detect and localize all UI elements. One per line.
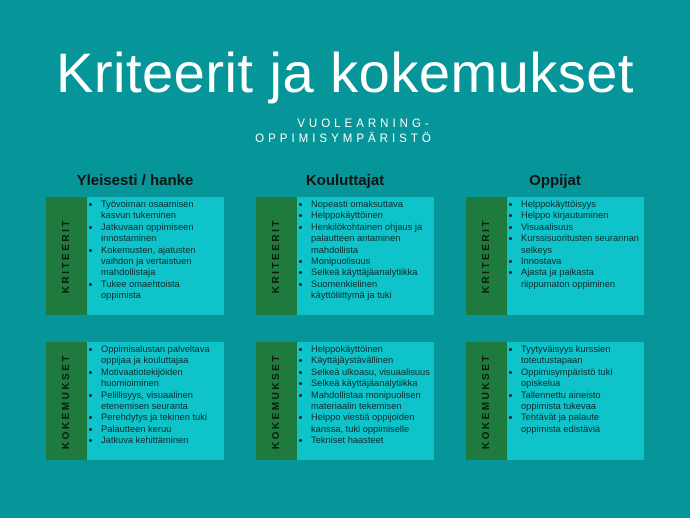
list-item: • Tallennettu aineisto oppimista tukevaa xyxy=(521,390,641,413)
list-item: • Selkeä käyttäjäanalytiikka xyxy=(311,378,431,389)
list-item: • Oppimisympäristö tuki opiskelua xyxy=(521,367,641,390)
list-item: • Monipuolisuus xyxy=(311,256,431,267)
experiences-side-label xyxy=(256,342,297,460)
criteria-label: KRITEERIT xyxy=(271,218,282,294)
experiences-card-learners xyxy=(466,342,644,460)
criteria-card-learners xyxy=(466,197,644,315)
subtitle-line-2: OPPIMISYMPÄRISTÖ xyxy=(255,133,435,145)
experiences-side-label xyxy=(46,342,87,460)
experiences-label: KOKEMUKSET xyxy=(481,352,492,450)
criteria-label: KRITEERIT xyxy=(61,218,72,294)
list-item: • Perehdytys ja tekinen tuki xyxy=(101,412,221,423)
criteria-card-trainers xyxy=(256,197,434,315)
list-item: • Henkilökohtainen ohjaus ja palautteen antaminen mahdollista xyxy=(311,222,431,256)
criteria-list xyxy=(299,199,431,302)
list-item: • Jatkuva kehittäminen xyxy=(101,435,221,446)
list-item: • Oppimisalustan palveltava oppijaa ja kouluttajaa xyxy=(101,344,221,367)
list-item: • Helppokäyttöinen xyxy=(311,210,431,221)
experiences-list xyxy=(509,344,641,435)
column-heading-trainers: Kouluttajat xyxy=(305,172,385,189)
criteria-side-label xyxy=(46,197,87,315)
list-item: • Palautteen keruu xyxy=(101,424,221,435)
list-item: • Kurssisuoritusten seurannan selkeys xyxy=(521,233,641,256)
criteria-card-general xyxy=(46,197,224,315)
list-item: • Tekniset haasteet xyxy=(311,435,431,446)
experiences-card-general xyxy=(46,342,224,460)
criteria-side-label xyxy=(466,197,507,315)
list-item: • Tehtävät ja palaute oppimista edistäviä xyxy=(521,412,641,435)
subtitle-line-1: VUOLEARNING- xyxy=(297,118,433,130)
criteria-label: KRITEERIT xyxy=(481,218,492,294)
page-title: Kriteerit ja kokemukset xyxy=(56,41,634,104)
list-item: • Nopeasti omaksuttava xyxy=(311,199,431,210)
experiences-card-trainers xyxy=(256,342,434,460)
list-item: • Jatkuvaan oppimiseen innostaminen xyxy=(101,222,221,245)
column-heading-learners: Oppijat xyxy=(529,172,581,189)
experiences-side-label xyxy=(466,342,507,460)
list-item: • Visuaalisuus xyxy=(521,222,641,233)
list-item: • Helppokäyttöinen xyxy=(311,344,431,355)
list-item: • Innostava xyxy=(521,256,641,267)
experiences-list xyxy=(299,344,431,447)
list-item: • Kokemusten, ajatusten vaihdon ja vertaistuen mahdollistaja xyxy=(101,245,221,279)
list-item: • Käyttäjäystävällinen xyxy=(311,355,431,366)
column-heading-general: Yleisesti / hanke xyxy=(76,172,194,189)
list-item: • Motivaatiotekijöiden huomioiminen xyxy=(101,367,221,390)
list-item: • Suomenkielinen käyttöliittymä ja tuki xyxy=(311,279,431,302)
criteria-list xyxy=(89,199,221,302)
experiences-label: KOKEMUKSET xyxy=(271,352,282,450)
list-item: • Helppo kirjautuminen xyxy=(521,210,641,221)
experiences-label: KOKEMUKSET xyxy=(61,352,72,450)
experiences-list xyxy=(89,344,221,447)
list-item: • Helppo viestiä oppijoiden kanssa, tuki oppimiselle xyxy=(311,412,431,435)
criteria-list xyxy=(509,199,641,290)
list-item: • Selkeä ulkoasu, visuaalisuus xyxy=(311,367,431,378)
list-item: • Tukee omaehtoista oppimista xyxy=(101,279,221,302)
list-item: • Mahdollistaa monipuolisen materiaalin tekemisen xyxy=(311,390,431,413)
list-item: • Työvoiman osaamisen kasvun tukeminen xyxy=(101,199,221,222)
list-item: • Selkeä käyttäjäanalytiikka xyxy=(311,267,431,278)
list-item: • Ajasta ja paikasta riippumaton oppiminen xyxy=(521,267,641,290)
list-item: • Tyytyväisyys kurssien toteutustapaan xyxy=(521,344,641,367)
criteria-side-label xyxy=(256,197,297,315)
list-item: • Pelillisyys, visuaalinen etenemisen seuranta xyxy=(101,390,221,413)
list-item: • Helppokäyttöisyys xyxy=(521,199,641,210)
